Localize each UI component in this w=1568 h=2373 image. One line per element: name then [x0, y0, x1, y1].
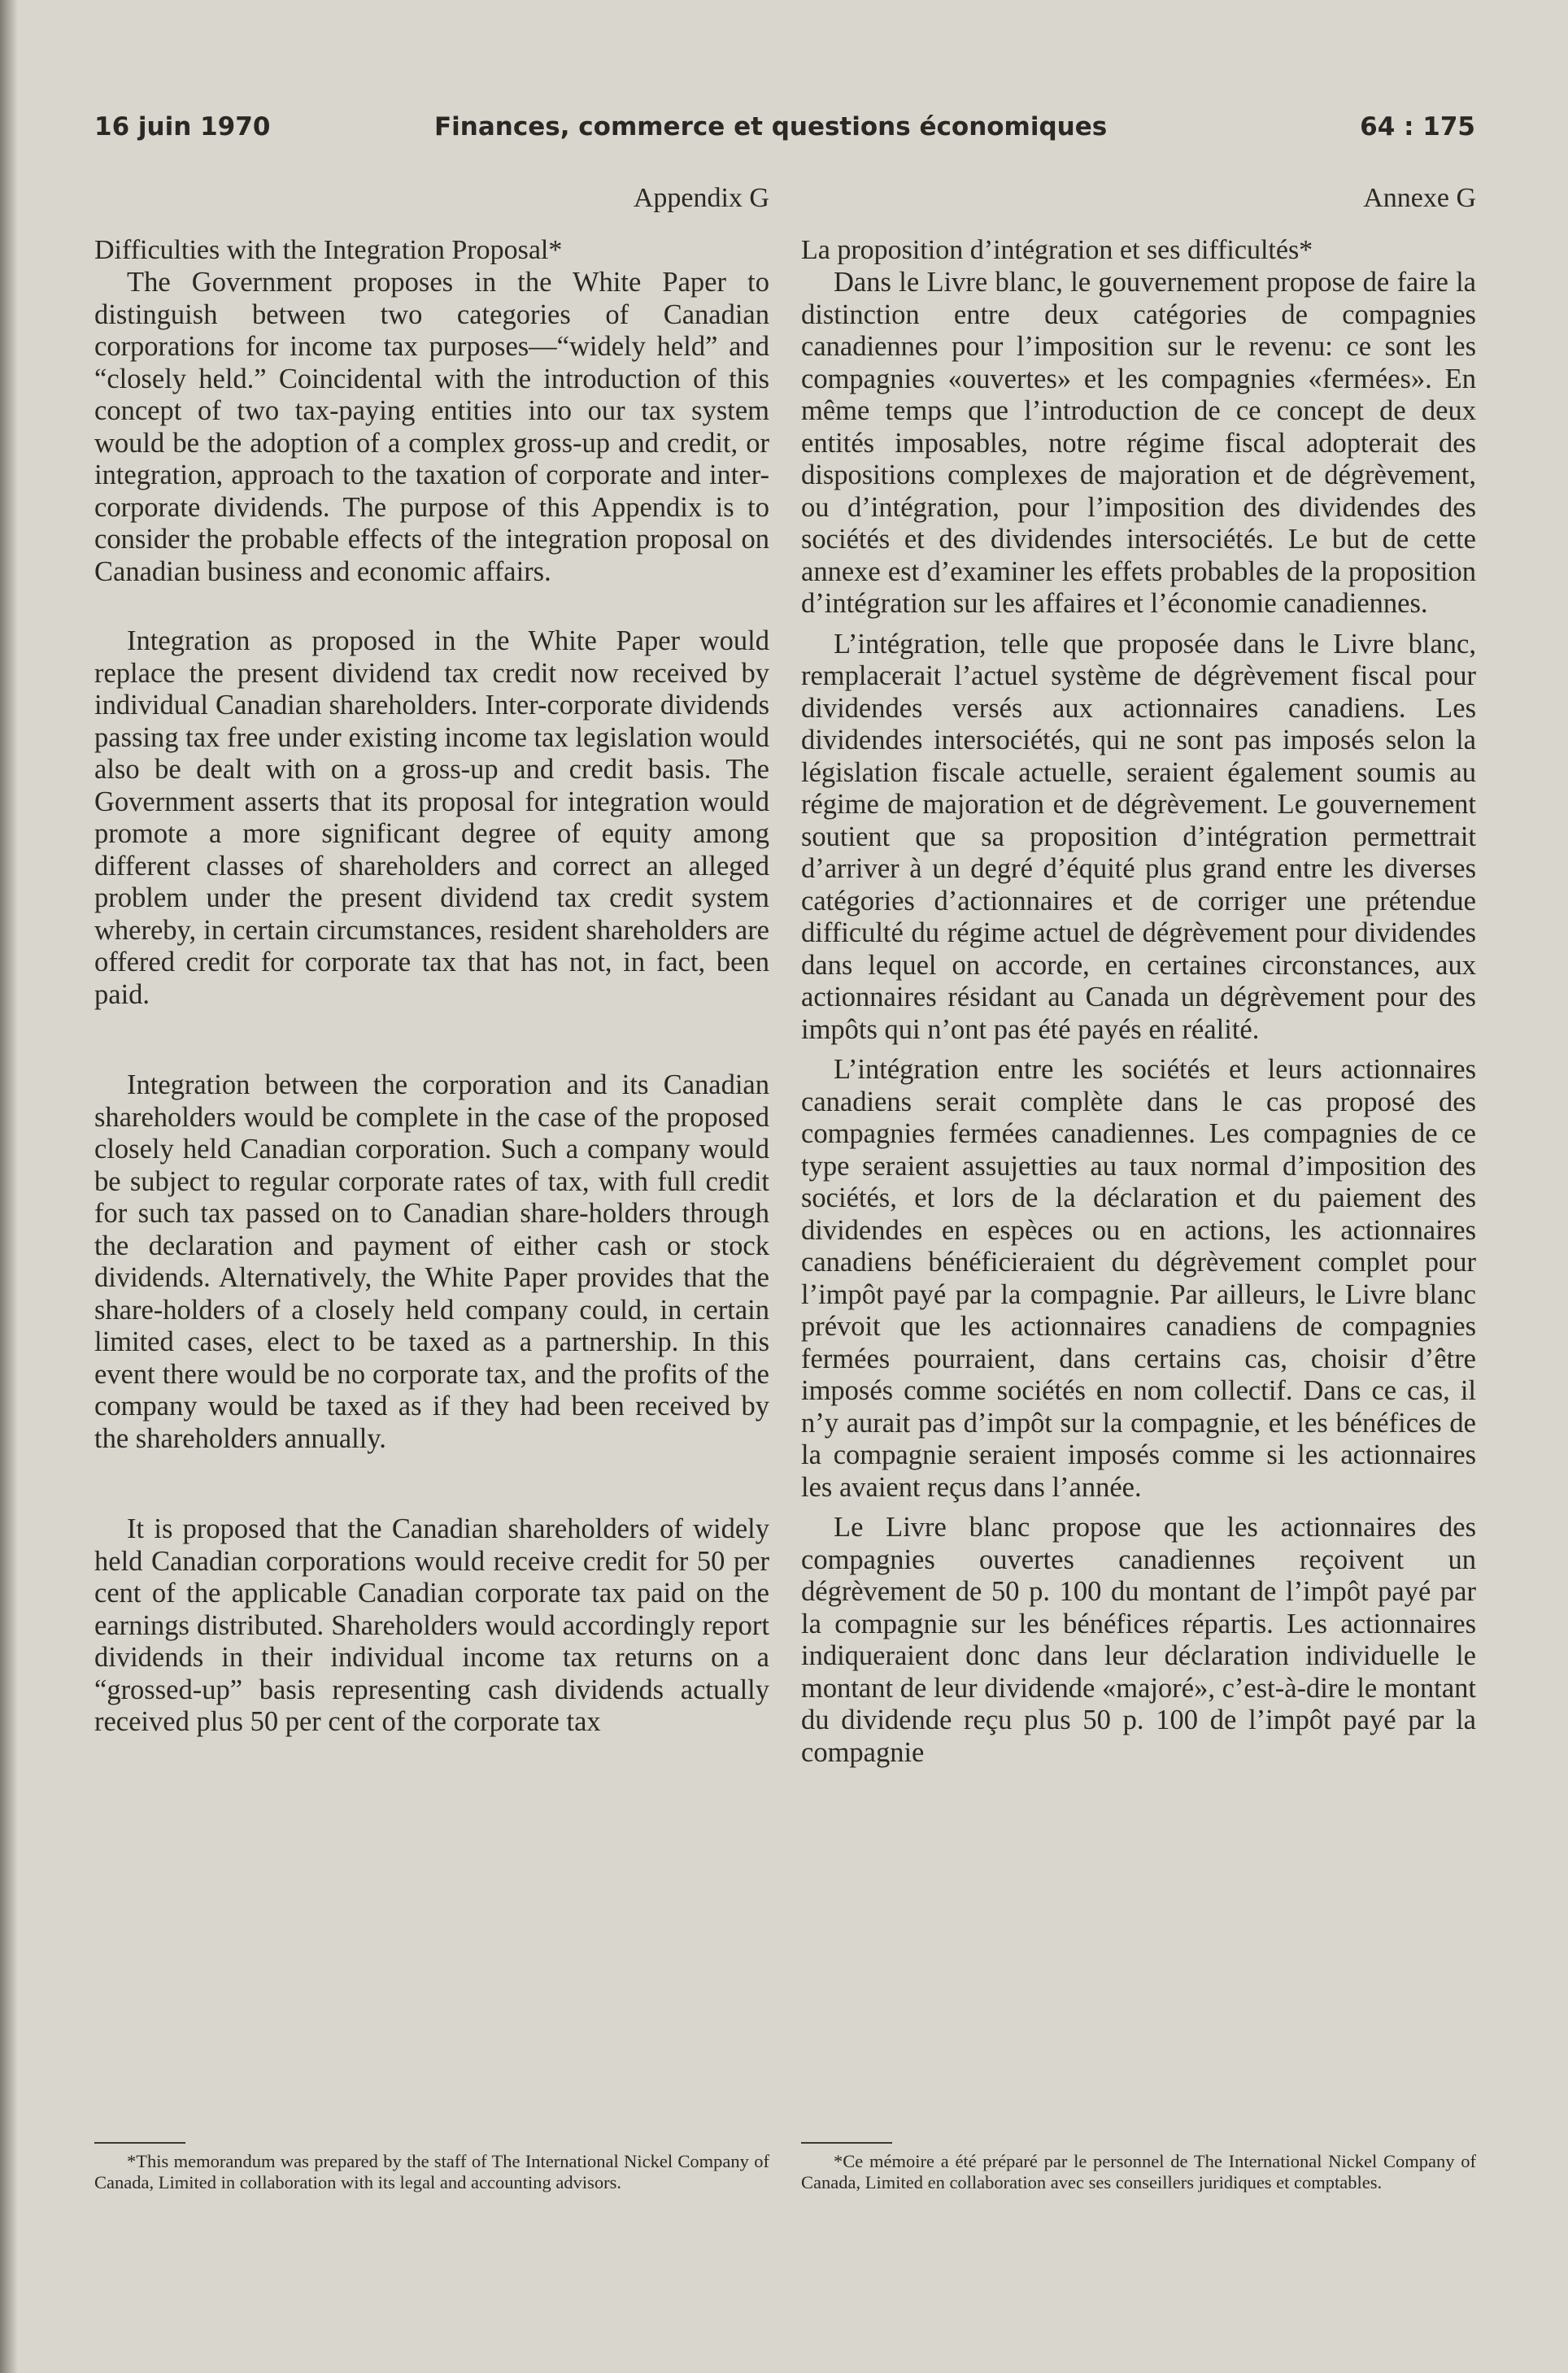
- header-date: 16 juin 1970: [94, 112, 271, 142]
- header-title: Finances, commerce et questions économiques: [434, 112, 1108, 142]
- footnote: [801, 2151, 1476, 2193]
- page-number: 64 : 175: [1360, 112, 1475, 142]
- paragraph: Dans le Livre blanc, le gouvernement propose de faire la distinction entre deux catégories de compagnies canadiennes pour l’imposition sur le revenu: ce sont les compagnies «ouvertes» et les compagnies «fermées». En même temps que l’introduction de ce concept de deux entités imposables, notre régime fiscal adopterait des dispositions complexes de majoration et de dégrèvement, ou d’intégration, pour l’imposition des dividendes des sociétés et des dividendes intersociétés. Le but de cette annexe est d’examiner les effets probables de la proposition d’intégration sur les affaires et l’économie canadiennes.: [801, 267, 1476, 619]
- footnote-divider: [94, 2142, 185, 2144]
- paragraph: It is proposed that the Canadian shareholders of widely held Canadian corporations would receive credit for 50 per cent of the applicable Canadian corporate tax paid on the earnings distributed. Shareholders would accordingly report dividends in their individual income tax returns on a “grossed-up” basis representing cash dividends actually received plus 50 per cent of the corporate tax: [94, 1513, 769, 1737]
- paragraph: Le Livre blanc propose que les actionnaires des compagnies ouvertes canadiennes reçoivent un dégrèvement de 50 p. 100 du montant de l’impôt payé par la compagnie sur les bénéfices répartis. Les actionnaires indiqueraient donc dans leur déclaration individuelle le montant de leur dividende «majoré», c’est-à-dire le montant du dividende reçu plus 50 p. 100 de l’impôt payé par la compagnie: [801, 1512, 1476, 1768]
- paragraph: The Government proposes in the White Paper to distinguish between two categories of Canadian corporations for income tax purposes—“widely held” and “closely held.” Coincidental with the introduction of this concept of two tax-paying entities into our tax system would be the adoption of a complex gross-up and credit, or integration, approach to the taxation of corporate and inter-corporate dividends. The purpose of this Appendix is to consider the probable effects of the integration proposal on Canadian business and economic affairs.: [94, 267, 769, 587]
- paragraph: Integration between the corporation and its Canadian shareholders would be complete in the case of the proposed closely held Canadian corporation. Such a company would be subject to regular corporate rates of tax, with full credit for such tax passed on to Canadian share-holders through the declaration and payment of either cash or stock dividends. Alternatively, the White Paper provides that the share-holders of a closely held company could, in certain limited cases, elect to be taxed as a partnership. In this event there would be no corporate tax, and the profits of the company would be taxed as if they had been received by the shareholders annually.: [94, 1069, 769, 1454]
- appendix-label: Annexe G: [1363, 183, 1476, 213]
- section-title: La proposition d’intégration et ses difficultés*: [801, 235, 1313, 265]
- french-column: [801, 181, 1476, 1769]
- footnote-divider: [801, 2142, 892, 2144]
- footnote: [94, 2151, 769, 2193]
- paragraph: Integration as proposed in the White Paper would replace the present dividend tax credit now received by individual Canadian shareholders. Inter-corporate dividends passing tax free under existing income tax legislation would also be dealt with on a gross-up and credit basis. The Government asserts that its proposal for integration would promote a more significant degree of equity among different classes of shareholders and correct an alleged problem under the present dividend tax credit system whereby, in certain circumstances, resident shareholders are offered credit for corporate tax that has not, in fact, been paid.: [94, 625, 769, 1010]
- page-binding-edge: [0, 0, 18, 2373]
- paragraph: L’intégration, telle que proposée dans le Livre blanc, remplacerait l’actuel système de dégrèvement fiscal pour dividendes versés aux actionnaires canadiens. Les dividendes intersociétés, qui ne sont pas imposés selon la législation fiscale actuelle, seraient également soumis au régime de majoration et de dégrèvement. Le gouvernement soutient que sa proposition d’intégration permettrait d’arriver à un degré d’équité plus grand entre les diverses catégories d’actionnaires et de corriger une prétendue difficulté du régime actuel de dégrèvement pour dividendes dans lequel on accorde, en certaines circonstances, aux actionnaires résidant au Canada un dégrèvement pour des impôts qui n’ont pas été payés en réalité.: [801, 628, 1476, 1045]
- english-column: [94, 181, 769, 1739]
- section-title: Difficulties with the Integration Proposal*: [94, 235, 563, 265]
- footnote-text: *This memorandum was prepared by the staff of The International Nickel Company of Canada, Limited in collaboration with its legal and accounting advisors.: [94, 2151, 769, 2192]
- paragraph: L’intégration entre les sociétés et leurs actionnaires canadiens serait complète dans le cas proposé des compagnies fermées canadiennes. Les compagnies de ce type seraient assujetties au taux normal d’imposition des sociétés, et lors de la déclaration et du paiement des dividendes en espèces ou en actions, les actionnaires canadiens bénéficieraient du dégrèvement complet pour l’impôt payé par la compagnie. Par ailleurs, le Livre blanc prévoit que les actionnaires canadiens de compagnies fermées pourraient, dans certains cas, choisir d’être imposés comme sociétés en nom collectif. Dans ce cas, il n’y aurait pas d’impôt sur la compagnie, et les bénéfices de la compagnie seraient imposés comme si les actionnaires les avaient reçus dans l’année.: [801, 1054, 1476, 1503]
- running-header: [94, 112, 1475, 153]
- footnote-text: *Ce mémoire a été préparé par le personnel de The International Nickel Company of Canada, Limited en collaboration avec ses conseillers juridiques et comptables.: [801, 2151, 1476, 2192]
- appendix-label: Appendix G: [633, 183, 769, 213]
